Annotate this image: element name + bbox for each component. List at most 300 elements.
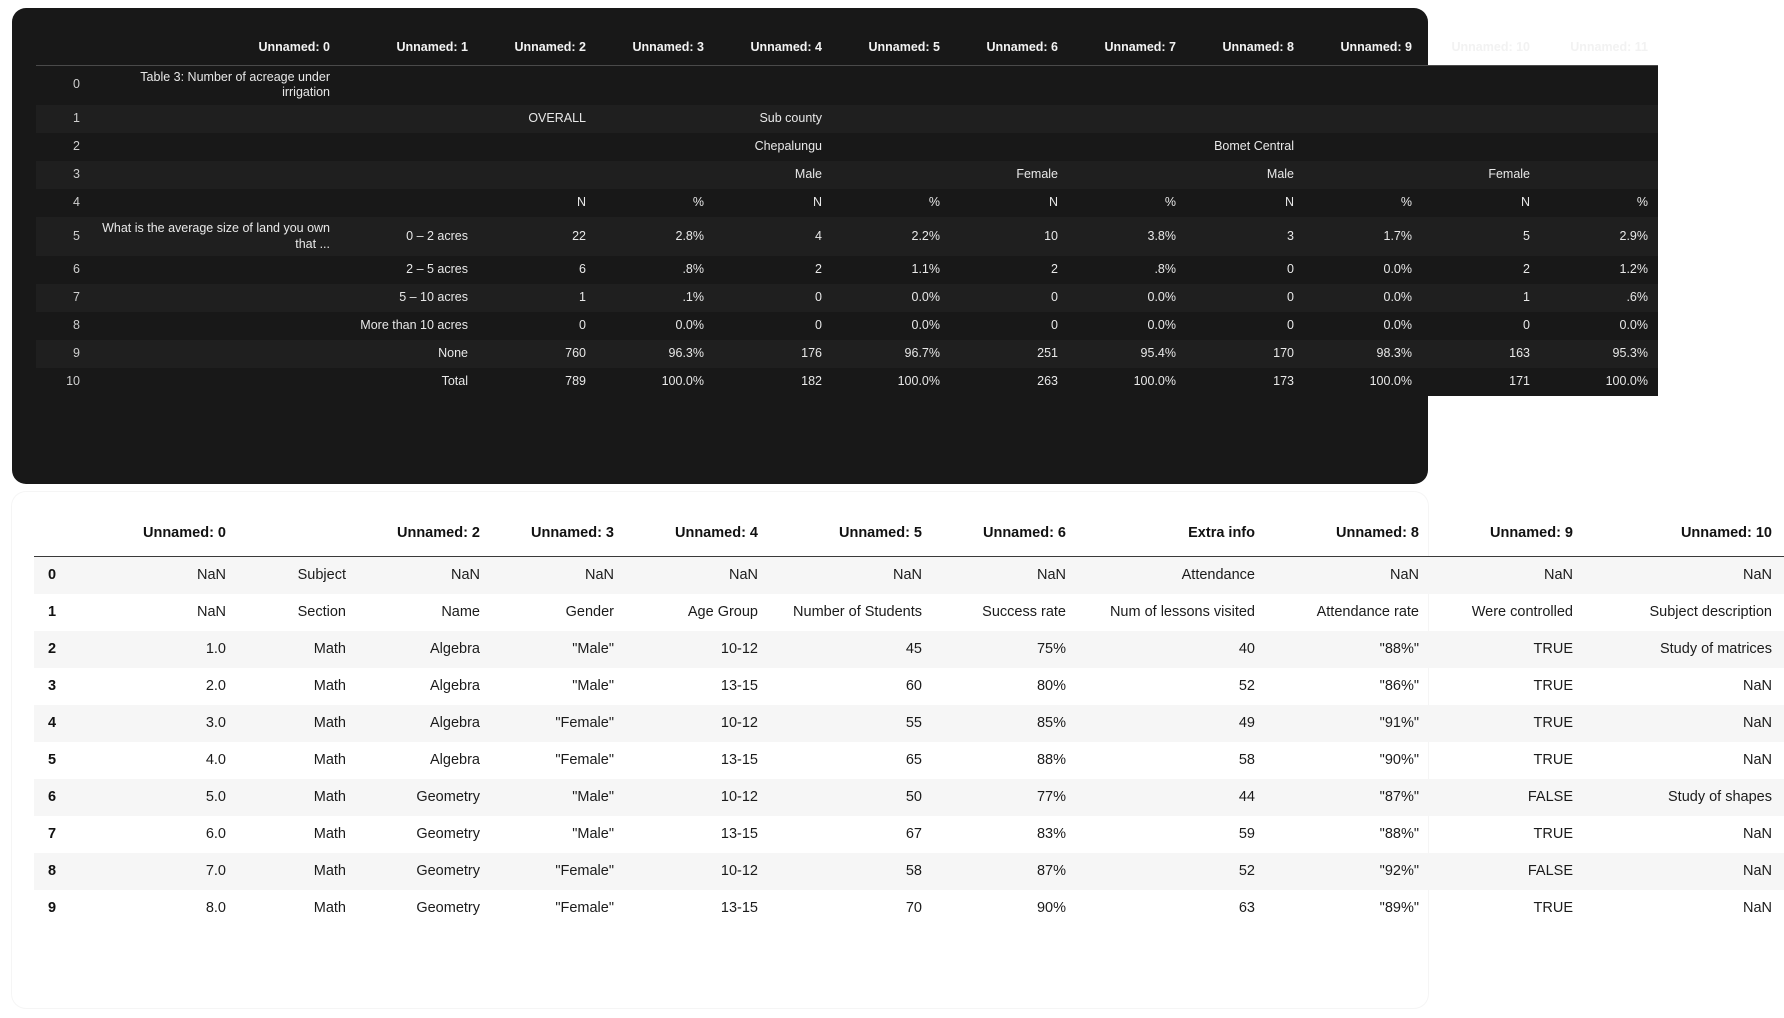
cell: 83% bbox=[1036, 826, 1066, 843]
cell: 1.0 bbox=[205, 641, 226, 658]
cell: "89%" bbox=[1379, 900, 1419, 917]
cell bbox=[714, 65, 832, 105]
cell: % bbox=[1636, 195, 1648, 210]
cell bbox=[478, 161, 596, 189]
cell: "Female" bbox=[555, 863, 614, 880]
dark-header-cell-11: Unnamed: 11 bbox=[1540, 38, 1658, 65]
cell: N bbox=[576, 195, 586, 210]
table-row bbox=[34, 779, 1784, 816]
cell: Age Group bbox=[687, 604, 758, 621]
cell: 163 bbox=[1509, 346, 1530, 361]
cell: 5 bbox=[1523, 228, 1530, 243]
cell: 8.0 bbox=[205, 900, 226, 917]
acreage-irrigation-table bbox=[36, 38, 1658, 396]
cell: "Male" bbox=[572, 826, 614, 843]
cell: 13-15 bbox=[720, 826, 758, 843]
row-index: 9 bbox=[73, 346, 80, 361]
cell: 0.0% bbox=[1383, 290, 1412, 305]
cell: 1.2% bbox=[1619, 262, 1648, 277]
cell: 0.0% bbox=[1147, 318, 1176, 333]
cell: 100.0% bbox=[897, 374, 940, 389]
table-row bbox=[36, 284, 1658, 312]
cell bbox=[340, 161, 478, 189]
light-header-cell-9: Unnamed: 9 bbox=[1431, 514, 1585, 557]
table-row bbox=[36, 312, 1658, 340]
cell: Geometry bbox=[416, 863, 480, 880]
row-index: 9 bbox=[48, 900, 57, 917]
light-header-cell-index bbox=[34, 514, 94, 557]
cell bbox=[1068, 65, 1186, 105]
dark-header-cell-6: Unnamed: 6 bbox=[950, 38, 1068, 65]
cell: 95.4% bbox=[1140, 346, 1176, 361]
cell: Table 3: Number of acreage under irrigation bbox=[140, 69, 330, 100]
cell: 0 – 2 acres bbox=[406, 228, 468, 243]
cell: 58 bbox=[1238, 752, 1255, 769]
cell: 0 bbox=[1523, 318, 1530, 333]
light-header-row bbox=[34, 514, 1784, 557]
light-table-panel bbox=[12, 492, 1772, 1008]
cell: 789 bbox=[565, 374, 586, 389]
cell: Subject description bbox=[1649, 604, 1772, 621]
cell: .6% bbox=[1626, 290, 1648, 305]
cell: Were controlled bbox=[1471, 604, 1573, 621]
table-row bbox=[36, 133, 1658, 161]
table-row bbox=[34, 668, 1784, 705]
cell: N bbox=[1520, 195, 1530, 210]
table-row bbox=[34, 742, 1784, 779]
cell: N bbox=[1048, 195, 1058, 210]
cell: 3.8% bbox=[1147, 228, 1176, 243]
cell: Math bbox=[313, 789, 346, 806]
cell: "Female" bbox=[555, 715, 614, 732]
dark-table-body bbox=[36, 65, 1658, 396]
cell: 70 bbox=[905, 900, 922, 917]
cell: "92%" bbox=[1379, 863, 1419, 880]
cell: Study of matrices bbox=[1659, 641, 1772, 658]
subject-sections-table bbox=[34, 514, 1784, 927]
row-index: 1 bbox=[73, 111, 80, 126]
cell: 45 bbox=[905, 641, 922, 658]
cell: TRUE bbox=[1533, 678, 1573, 695]
cell: 49 bbox=[1238, 715, 1255, 732]
cell: % bbox=[1164, 195, 1176, 210]
cell: "Male" bbox=[572, 678, 614, 695]
cell: "Female" bbox=[555, 900, 614, 917]
cell: 10-12 bbox=[720, 641, 758, 658]
cell: 3 bbox=[1287, 228, 1294, 243]
cell bbox=[596, 105, 714, 133]
cell: 3.0 bbox=[205, 715, 226, 732]
cell: "Male" bbox=[572, 789, 614, 806]
dark-header-cell-9: Unnamed: 9 bbox=[1304, 38, 1422, 65]
cell: 95.3% bbox=[1612, 346, 1648, 361]
table-row bbox=[36, 340, 1658, 368]
cell: 0.0% bbox=[1147, 290, 1176, 305]
cell: 1.1% bbox=[911, 262, 940, 277]
table-row bbox=[34, 853, 1784, 890]
cell bbox=[1540, 65, 1658, 105]
cell: Math bbox=[313, 678, 346, 695]
cell bbox=[950, 65, 1068, 105]
cell bbox=[340, 133, 478, 161]
cell: 87% bbox=[1036, 863, 1066, 880]
cell: 0.0% bbox=[1383, 318, 1412, 333]
cell bbox=[1186, 65, 1304, 105]
cell: Math bbox=[313, 641, 346, 658]
row-index: 8 bbox=[73, 318, 80, 333]
cell bbox=[90, 133, 340, 161]
cell bbox=[90, 189, 340, 217]
table-row bbox=[34, 631, 1784, 668]
cell bbox=[1540, 161, 1658, 189]
cell: TRUE bbox=[1533, 715, 1573, 732]
cell: 2.0 bbox=[205, 678, 226, 695]
cell bbox=[1540, 133, 1658, 161]
cell: NaN bbox=[1742, 715, 1772, 732]
cell: "88%" bbox=[1379, 641, 1419, 658]
cell: NaN bbox=[1742, 826, 1772, 843]
light-table-body bbox=[34, 557, 1784, 927]
cell: Geometry bbox=[416, 900, 480, 917]
cell: TRUE bbox=[1533, 752, 1573, 769]
cell: 0 bbox=[1051, 318, 1058, 333]
cell: 100.0% bbox=[1133, 374, 1176, 389]
cell: TRUE bbox=[1533, 826, 1573, 843]
dark-header-cell-10: Unnamed: 10 bbox=[1422, 38, 1540, 65]
cell: 0 bbox=[579, 318, 586, 333]
row-index: 8 bbox=[48, 863, 57, 880]
dark-header-cell-5: Unnamed: 5 bbox=[832, 38, 950, 65]
cell: NaN bbox=[1543, 567, 1573, 584]
cell: Attendance bbox=[1181, 567, 1255, 584]
cell: 176 bbox=[801, 346, 822, 361]
cell: 85% bbox=[1036, 715, 1066, 732]
table-row bbox=[36, 65, 1658, 105]
cell bbox=[478, 133, 596, 161]
cell: 0.0% bbox=[1383, 262, 1412, 277]
table-row bbox=[34, 594, 1784, 631]
cell: Section bbox=[297, 604, 346, 621]
cell: 2.2% bbox=[911, 228, 940, 243]
cell: 10-12 bbox=[720, 715, 758, 732]
cell: .8% bbox=[682, 262, 704, 277]
cell: 96.3% bbox=[668, 346, 704, 361]
cell: NaN bbox=[1742, 678, 1772, 695]
cell: NaN bbox=[1742, 752, 1772, 769]
cell: Algebra bbox=[430, 752, 480, 769]
cell: Math bbox=[313, 715, 346, 732]
cell: 2 – 5 acres bbox=[406, 262, 468, 277]
dark-header-cell-1: Unnamed: 1 bbox=[340, 38, 478, 65]
cell: 7.0 bbox=[205, 863, 226, 880]
cell: 171 bbox=[1509, 374, 1530, 389]
cell: 0 bbox=[815, 318, 822, 333]
row-index: 4 bbox=[73, 195, 80, 210]
cell: NaN bbox=[728, 567, 758, 584]
row-index: 7 bbox=[48, 826, 57, 843]
cell: Geometry bbox=[416, 826, 480, 843]
cell: 2 bbox=[1523, 262, 1530, 277]
dark-table-header bbox=[36, 38, 1658, 65]
cell: 13-15 bbox=[720, 900, 758, 917]
dark-header-cell-0: Unnamed: 0 bbox=[90, 38, 340, 65]
cell: NaN bbox=[1742, 900, 1772, 917]
cell: NaN bbox=[1389, 567, 1419, 584]
cell: 0.0% bbox=[675, 318, 704, 333]
cell: Attendance rate bbox=[1316, 604, 1419, 621]
cell: NaN bbox=[892, 567, 922, 584]
cell: % bbox=[1400, 195, 1412, 210]
cell: Female bbox=[1488, 167, 1530, 182]
cell: 5.0 bbox=[205, 789, 226, 806]
cell: 44 bbox=[1238, 789, 1255, 806]
cell: Male bbox=[1266, 167, 1294, 182]
dark-table-panel bbox=[12, 8, 1648, 484]
dark-header-row bbox=[36, 38, 1658, 65]
cell bbox=[340, 189, 478, 217]
table-row bbox=[36, 161, 1658, 189]
cell: Bomet Central bbox=[1214, 139, 1294, 154]
cell: NaN bbox=[196, 604, 226, 621]
cell: "91%" bbox=[1379, 715, 1419, 732]
cell: Num of lessons visited bbox=[1109, 604, 1255, 621]
cell: 0 bbox=[1287, 290, 1294, 305]
cell: Algebra bbox=[430, 715, 480, 732]
row-index: 4 bbox=[48, 715, 57, 732]
cell: Algebra bbox=[430, 678, 480, 695]
cell: Male bbox=[794, 167, 822, 182]
cell bbox=[832, 65, 950, 105]
cell: 1 bbox=[579, 290, 586, 305]
table-row bbox=[36, 368, 1658, 396]
light-header-cell-4: Unnamed: 4 bbox=[626, 514, 770, 557]
table-row bbox=[34, 816, 1784, 853]
row-index: 5 bbox=[48, 752, 57, 769]
row-index: 3 bbox=[73, 167, 80, 182]
cell: 40 bbox=[1238, 641, 1255, 658]
cell: N bbox=[1284, 195, 1294, 210]
cell: NaN bbox=[1742, 863, 1772, 880]
cell: "88%" bbox=[1379, 826, 1419, 843]
cell: 100.0% bbox=[1369, 374, 1412, 389]
cell: NaN bbox=[584, 567, 614, 584]
cell bbox=[950, 133, 1068, 161]
row-index: 2 bbox=[73, 139, 80, 154]
cell: 59 bbox=[1238, 826, 1255, 843]
cell: % bbox=[692, 195, 704, 210]
cell: 263 bbox=[1037, 374, 1058, 389]
row-index: 7 bbox=[73, 290, 80, 305]
cell: NaN bbox=[1036, 567, 1066, 584]
cell: 96.7% bbox=[904, 346, 940, 361]
cell bbox=[90, 256, 340, 284]
cell: "86%" bbox=[1379, 678, 1419, 695]
cell bbox=[90, 161, 340, 189]
table-row bbox=[36, 256, 1658, 284]
cell: Algebra bbox=[430, 641, 480, 658]
row-index: 10 bbox=[66, 374, 80, 389]
cell: 22 bbox=[572, 228, 586, 243]
cell bbox=[90, 284, 340, 312]
cell: 4.0 bbox=[205, 752, 226, 769]
cell: 63 bbox=[1238, 900, 1255, 917]
cell bbox=[1304, 133, 1422, 161]
cell: Sub county bbox=[759, 111, 822, 126]
cell bbox=[832, 133, 950, 161]
cell: % bbox=[928, 195, 940, 210]
cell: 173 bbox=[1273, 374, 1294, 389]
cell: More than 10 acres bbox=[360, 318, 468, 333]
cell bbox=[1422, 65, 1540, 105]
cell: Subject bbox=[297, 567, 346, 584]
cell: Number of Students bbox=[793, 604, 922, 621]
cell: Total bbox=[441, 374, 468, 389]
dark-header-cell-3: Unnamed: 3 bbox=[596, 38, 714, 65]
cell: 58 bbox=[905, 863, 922, 880]
cell: 50 bbox=[905, 789, 922, 806]
cell bbox=[1068, 133, 1186, 161]
cell: 13-15 bbox=[720, 752, 758, 769]
cell: 0 bbox=[1287, 262, 1294, 277]
cell: 0.0% bbox=[911, 290, 940, 305]
cell: Math bbox=[313, 900, 346, 917]
cell: Study of shapes bbox=[1668, 789, 1772, 806]
cell bbox=[596, 133, 714, 161]
cell: 1.7% bbox=[1383, 228, 1412, 243]
cell: Success rate bbox=[982, 604, 1066, 621]
light-header-cell-7: Extra info bbox=[1078, 514, 1267, 557]
cell: "90%" bbox=[1379, 752, 1419, 769]
cell: 0 bbox=[1051, 290, 1058, 305]
cell: 0 bbox=[815, 290, 822, 305]
cell: NaN bbox=[196, 567, 226, 584]
cell: 10-12 bbox=[720, 789, 758, 806]
cell: TRUE bbox=[1533, 900, 1573, 917]
cell: .8% bbox=[1154, 262, 1176, 277]
light-table-wrapper bbox=[12, 492, 1772, 927]
light-header-cell-3: Unnamed: 3 bbox=[492, 514, 626, 557]
cell: 760 bbox=[565, 346, 586, 361]
row-index: 1 bbox=[48, 604, 57, 621]
cell: 0.0% bbox=[911, 318, 940, 333]
row-index: 3 bbox=[48, 678, 57, 695]
cell: 10 bbox=[1044, 228, 1058, 243]
cell bbox=[90, 312, 340, 340]
cell: None bbox=[438, 346, 468, 361]
cell: Math bbox=[313, 863, 346, 880]
cell bbox=[1304, 105, 1422, 133]
cell: 77% bbox=[1036, 789, 1066, 806]
cell bbox=[90, 105, 340, 133]
cell: 6 bbox=[579, 262, 586, 277]
dark-header-cell-8: Unnamed: 8 bbox=[1186, 38, 1304, 65]
cell: 5 – 10 acres bbox=[399, 290, 468, 305]
cell: 0.0% bbox=[1619, 318, 1648, 333]
dark-header-cell-4: Unnamed: 4 bbox=[714, 38, 832, 65]
row-index: 5 bbox=[73, 228, 80, 243]
light-header-cell-10: Unnamed: 10 bbox=[1585, 514, 1784, 557]
cell: 2 bbox=[815, 262, 822, 277]
cell: TRUE bbox=[1533, 641, 1573, 658]
cell: Math bbox=[313, 826, 346, 843]
cell: 251 bbox=[1037, 346, 1058, 361]
cell: "Female" bbox=[555, 752, 614, 769]
row-index: 6 bbox=[73, 262, 80, 277]
row-index: 0 bbox=[73, 77, 80, 92]
cell: 170 bbox=[1273, 346, 1294, 361]
cell bbox=[1422, 105, 1540, 133]
cell bbox=[90, 340, 340, 368]
dark-header-cell-7: Unnamed: 7 bbox=[1068, 38, 1186, 65]
cell: 100.0% bbox=[661, 374, 704, 389]
cell bbox=[832, 105, 950, 133]
cell: Geometry bbox=[416, 789, 480, 806]
cell: 2.8% bbox=[675, 228, 704, 243]
cell: FALSE bbox=[1527, 789, 1573, 806]
light-header-cell-6: Unnamed: 6 bbox=[934, 514, 1078, 557]
cell bbox=[90, 368, 340, 396]
cell bbox=[596, 161, 714, 189]
cell: "87%" bbox=[1379, 789, 1419, 806]
cell bbox=[1304, 65, 1422, 105]
cell bbox=[340, 65, 478, 105]
cell: FALSE bbox=[1527, 863, 1573, 880]
cell bbox=[340, 105, 478, 133]
cell: OVERALL bbox=[528, 111, 586, 126]
cell: 52 bbox=[1238, 863, 1255, 880]
dark-table-wrapper bbox=[12, 8, 1648, 396]
cell: NaN bbox=[1742, 567, 1772, 584]
cell: Name bbox=[441, 604, 480, 621]
table-row bbox=[36, 105, 1658, 133]
cell: 55 bbox=[905, 715, 922, 732]
cell: 75% bbox=[1036, 641, 1066, 658]
cell bbox=[1422, 133, 1540, 161]
cell: Female bbox=[1016, 167, 1058, 182]
cell: Chepalungu bbox=[754, 139, 822, 154]
light-header-cell-1 bbox=[238, 514, 358, 557]
cell: N bbox=[812, 195, 822, 210]
light-header-cell-2: Unnamed: 2 bbox=[358, 514, 492, 557]
cell: 80% bbox=[1036, 678, 1066, 695]
row-index: 0 bbox=[48, 567, 57, 584]
cell: 90% bbox=[1036, 900, 1066, 917]
cell: 60 bbox=[905, 678, 922, 695]
cell: 67 bbox=[905, 826, 922, 843]
cell: Math bbox=[313, 752, 346, 769]
cell: 182 bbox=[801, 374, 822, 389]
light-table-header bbox=[34, 514, 1784, 557]
row-index: 2 bbox=[48, 641, 57, 658]
cell bbox=[832, 161, 950, 189]
table-row bbox=[34, 705, 1784, 742]
light-header-cell-0: Unnamed: 0 bbox=[94, 514, 238, 557]
table-row bbox=[36, 217, 1658, 256]
cell bbox=[1068, 105, 1186, 133]
row-index: 6 bbox=[48, 789, 57, 806]
cell: 13-15 bbox=[720, 678, 758, 695]
cell bbox=[1068, 161, 1186, 189]
cell: 2 bbox=[1051, 262, 1058, 277]
cell: Gender bbox=[565, 604, 614, 621]
cell: 2.9% bbox=[1619, 228, 1648, 243]
cell: .1% bbox=[682, 290, 704, 305]
cell: 52 bbox=[1238, 678, 1255, 695]
cell bbox=[950, 105, 1068, 133]
dark-header-cell-index bbox=[36, 38, 90, 65]
cell bbox=[1186, 105, 1304, 133]
cell: 65 bbox=[905, 752, 922, 769]
